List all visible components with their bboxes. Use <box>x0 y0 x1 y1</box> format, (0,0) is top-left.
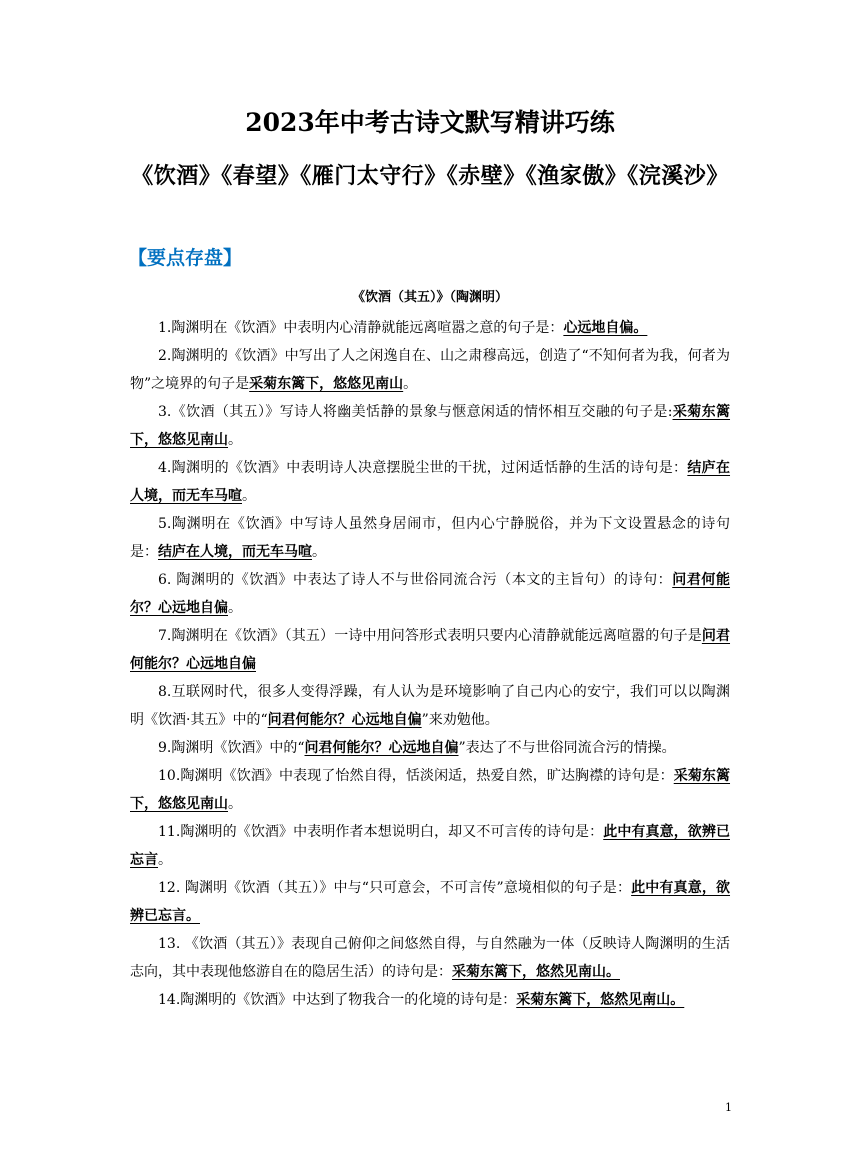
answer-text: 采菊东篱下，悠悠见南山 <box>130 404 731 448</box>
question-text: 5.陶渊明在《饮酒》中写诗人虽然身居闹市，但内心宁静脱俗，并为下文设置悬念的诗句是： <box>130 516 730 560</box>
answer-text: 采菊东篱下，悠然见南山。 <box>516 992 685 1008</box>
question-trailing: 。 <box>403 376 418 392</box>
question-trailing: ”来劝勉他。 <box>421 712 499 728</box>
question-item <box>130 930 730 986</box>
answer-text: 问君何能尔？心远地自偏 <box>130 628 731 672</box>
poem-heading: 《饮酒（其五）》（陶渊明） <box>351 290 508 305</box>
question-item <box>130 314 730 342</box>
question-text: 7.陶渊明在《饮酒》（其五）一诗中用问答形式表明只要内心清静就能远离喧嚣的句子是 <box>158 628 702 644</box>
answer-text: 问君何能尔？心远地自偏 <box>304 740 459 756</box>
question-trailing: 。 <box>228 432 242 448</box>
question-text: 11.陶渊明的《饮酒》中表明作者本想说明白，却又不可言传的诗句是： <box>158 824 604 840</box>
question-trailing: 。 <box>228 796 242 812</box>
question-text: 10.陶渊明《饮酒》中表现了怡然自得，恬淡闲适，热爱自然，旷达胸襟的诗句是： <box>158 768 674 784</box>
question-item <box>130 342 730 398</box>
question-item <box>130 762 730 818</box>
question-trailing: 。 <box>228 600 242 616</box>
question-text: 1.陶渊明在《饮酒》中表明内心清静就能远离喧嚣之意的句子是： <box>158 320 564 336</box>
question-trailing: ”表达了不与世俗同流合污的情操。 <box>458 740 676 756</box>
question-text: 2.陶渊明的《饮酒》中写出了人之闲逸自在、山之肃穆高远，创造了“不知何者为我，何者为物”之境界的句子是 <box>130 348 730 392</box>
question-item <box>130 678 730 734</box>
question-item <box>130 986 730 1014</box>
question-text: 6. 陶渊明的《饮酒》中表达了诗人不与世俗同流合污（本文的主旨句）的诗句： <box>158 572 673 588</box>
question-item <box>130 622 730 678</box>
question-trailing: 。 <box>242 488 256 504</box>
question-trailing: 。 <box>158 852 172 868</box>
answer-text: 此中有真意，欲辨已忘言。 <box>130 880 731 924</box>
answer-text: 采菊东篱下，悠悠见南山 <box>130 768 731 812</box>
question-item <box>130 874 730 930</box>
question-text: 4.陶渊明的《饮酒》中表明诗人决意摆脱尘世的干扰，过闲适恬静的生活的诗句是： <box>158 460 688 476</box>
document-title: 2023年中考古诗文默写精讲巧练 <box>245 108 615 137</box>
question-text: 3.《饮酒（其五）》写诗人将幽美恬静的景象与惬意闲适的情怀相互交融的句子是: <box>158 404 673 420</box>
page-number: 1 <box>725 1101 732 1114</box>
answer-text: 此中有真意，欲辨已忘言 <box>130 824 730 868</box>
question-item <box>130 454 730 510</box>
answer-text: 结庐在人境，而无车马喧 <box>158 544 312 560</box>
answer-text: 心远地自偏。 <box>563 320 648 336</box>
answer-text: 问君何能尔？心远地自偏 <box>267 712 422 728</box>
question-item <box>130 398 730 454</box>
question-trailing: 。 <box>312 544 326 560</box>
question-text: 9.陶渊明《饮酒》中的“ <box>158 740 305 756</box>
question-item <box>130 818 730 874</box>
answer-text: 采菊东篱下，悠然见南山。 <box>452 964 620 980</box>
question-text: 13. 《饮酒（其五）》表现自己俯仰之间悠然自得，与自然融为一体（反映诗人陶渊明的生活志向，其中表现他悠游自在的隐居生活）的诗句是： <box>130 936 730 980</box>
document-subtitle: 《饮酒》《春望》《雁门太守行》《赤壁》《渔家傲》《浣溪沙》 <box>131 163 729 189</box>
question-text: 14.陶渊明的《饮酒》中达到了物我合一的化境的诗句是： <box>158 992 517 1008</box>
question-text: 12. 陶渊明《饮酒（其五）》中与“只可意会，不可言传”意境相似的句子是： <box>158 880 632 896</box>
question-list <box>130 314 730 1014</box>
question-text: 8.互联网时代，很多人变得浮躁，有人认为是环境影响了自己内心的安宁，我们可以以陶渊明《饮酒·其五》中的“ <box>130 684 730 728</box>
section-heading: 【要点存盘】 <box>128 247 243 269</box>
question-item <box>130 734 730 762</box>
answer-text: 结庐在人境，而无车马喧 <box>130 460 731 504</box>
answer-text: 采菊东篱下，悠悠见南山 <box>249 376 404 392</box>
answer-text: 问君何能尔？心远地自偏 <box>130 572 731 616</box>
question-item <box>130 510 730 566</box>
question-item <box>130 566 730 622</box>
